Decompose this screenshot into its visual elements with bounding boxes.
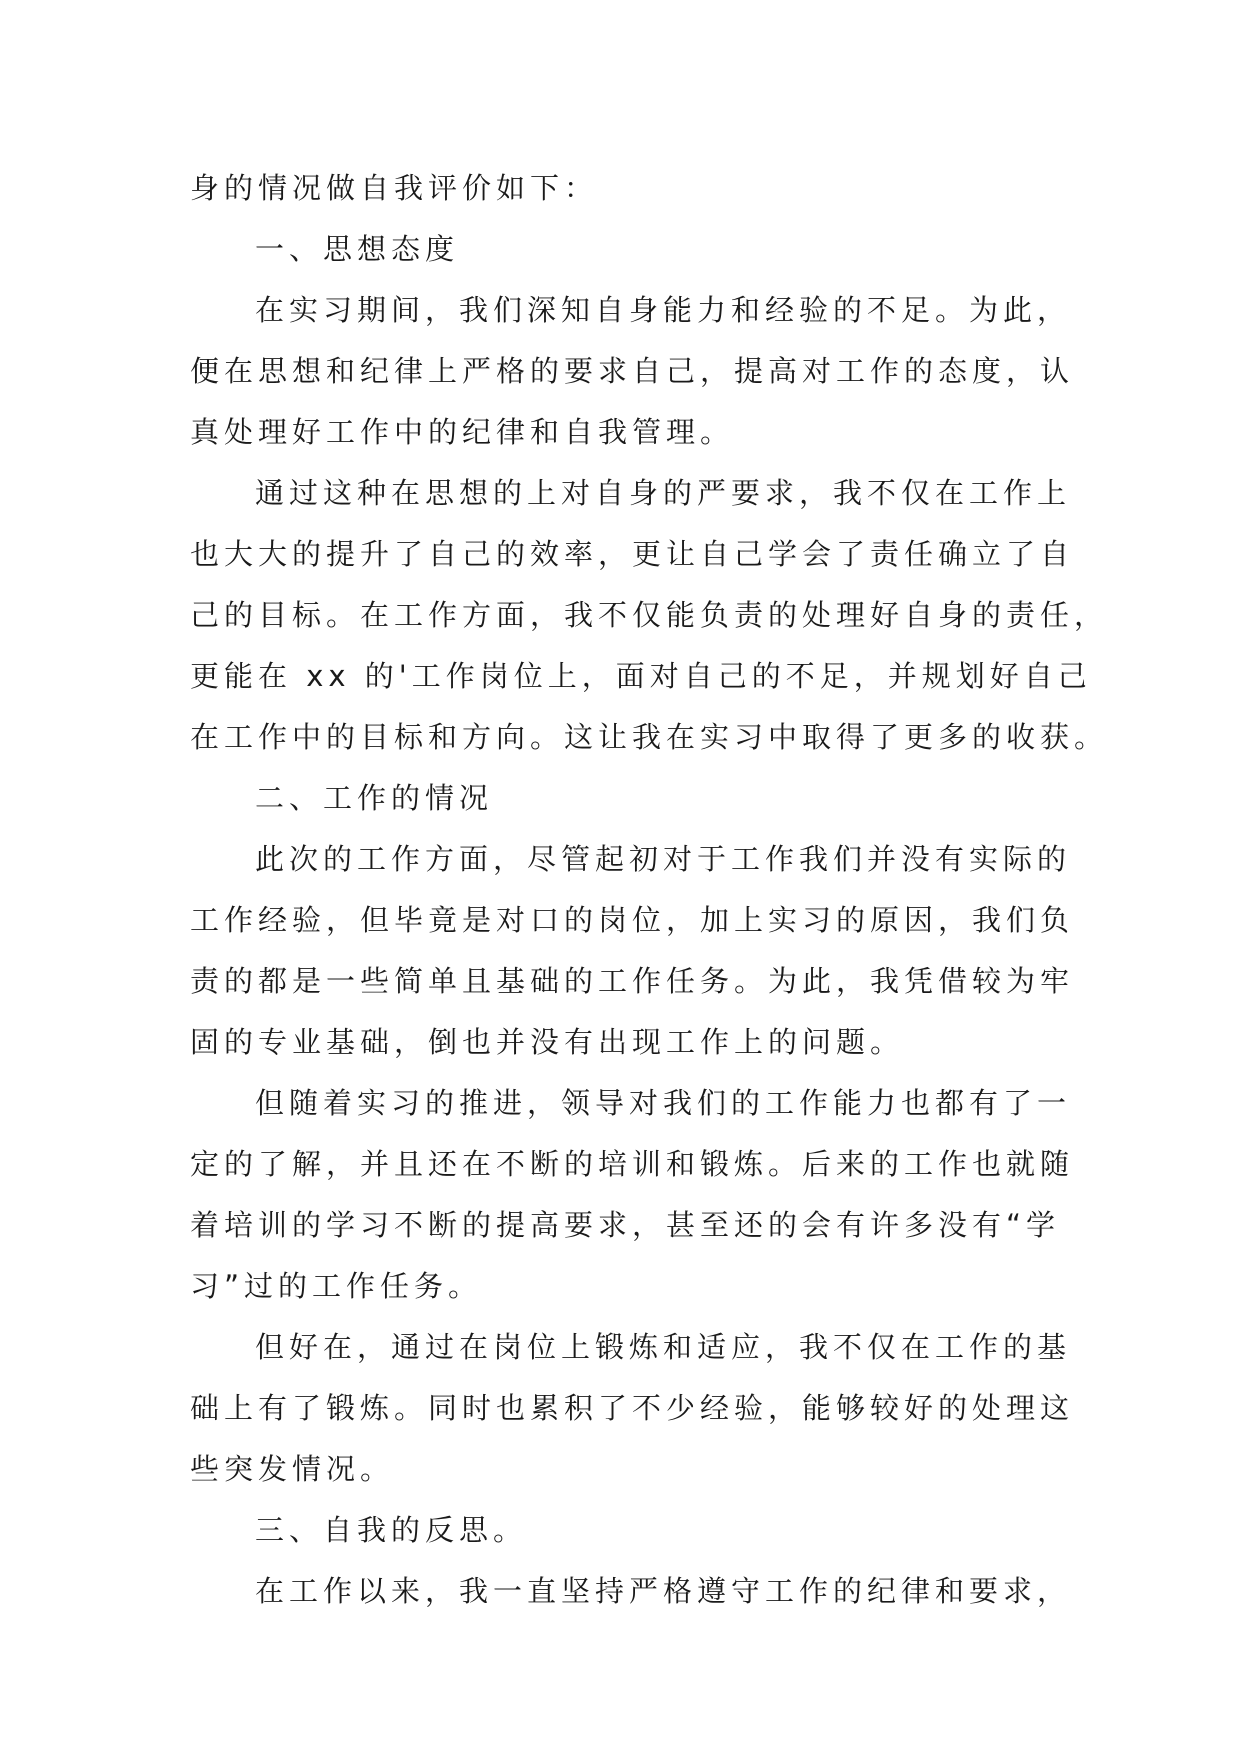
text-line: 身的情况做自我评价如下：	[190, 171, 599, 205]
text-line: 工作经验，但毕竟是对口的岗位，加上实习的原因，我们负	[190, 903, 1075, 937]
text-line: 通过这种在思想的上对自身的严要求，我不仅在工作上	[255, 476, 1072, 510]
text-line: 责的都是一些简单且基础的工作任务。为此，我凭借较为牢	[190, 964, 1075, 998]
text-line: 些突发情况。	[190, 1452, 395, 1486]
text-line: 也大大的提升了自己的效率，更让自己学会了责任确立了自	[190, 537, 1075, 571]
text-line: 此次的工作方面，尽管起初对于工作我们并没有实际的	[255, 842, 1072, 876]
section-heading: 二、工作的情况	[255, 781, 494, 815]
text-line: 习”过的工作任务。	[190, 1269, 483, 1303]
text-line: 但好在，通过在岗位上锻炼和适应，我不仅在工作的基	[255, 1330, 1072, 1364]
text-line: 更能在 xx 的'工作岗位上，面对自己的不足，并规划好自己	[190, 659, 1092, 693]
text-line: 础上有了锻炼。同时也累积了不少经验，能够较好的处理这	[190, 1391, 1075, 1425]
text-line: 在工作中的目标和方向。这让我在实习中取得了更多的收获。	[190, 720, 1109, 754]
section-heading: 三、自我的反思。	[255, 1513, 528, 1547]
text-line: 在工作以来，我一直坚持严格遵守工作的纪律和要求，	[255, 1574, 1072, 1608]
text-line: 己的目标。在工作方面，我不仅能负责的处理好自身的责任，	[190, 598, 1109, 632]
document-body	[190, 158, 1109, 1622]
text-line: 真处理好工作中的纪律和自我管理。	[190, 415, 735, 449]
text-line: 定的了解，并且还在不断的培训和锻炼。后来的工作也就随	[190, 1147, 1075, 1181]
text-line: 着培训的学习不断的提高要求，甚至还的会有许多没有“学	[190, 1208, 1061, 1242]
text-line: 便在思想和纪律上严格的要求自己，提高对工作的态度，认	[190, 354, 1075, 388]
text-line: 在实习期间，我们深知自身能力和经验的不足。为此，	[255, 293, 1072, 327]
section-heading: 一、思想态度	[255, 232, 460, 266]
text-line: 但随着实习的推进，领导对我们的工作能力也都有了一	[255, 1086, 1072, 1120]
text-line: 固的专业基础，倒也并没有出现工作上的问题。	[190, 1025, 905, 1059]
